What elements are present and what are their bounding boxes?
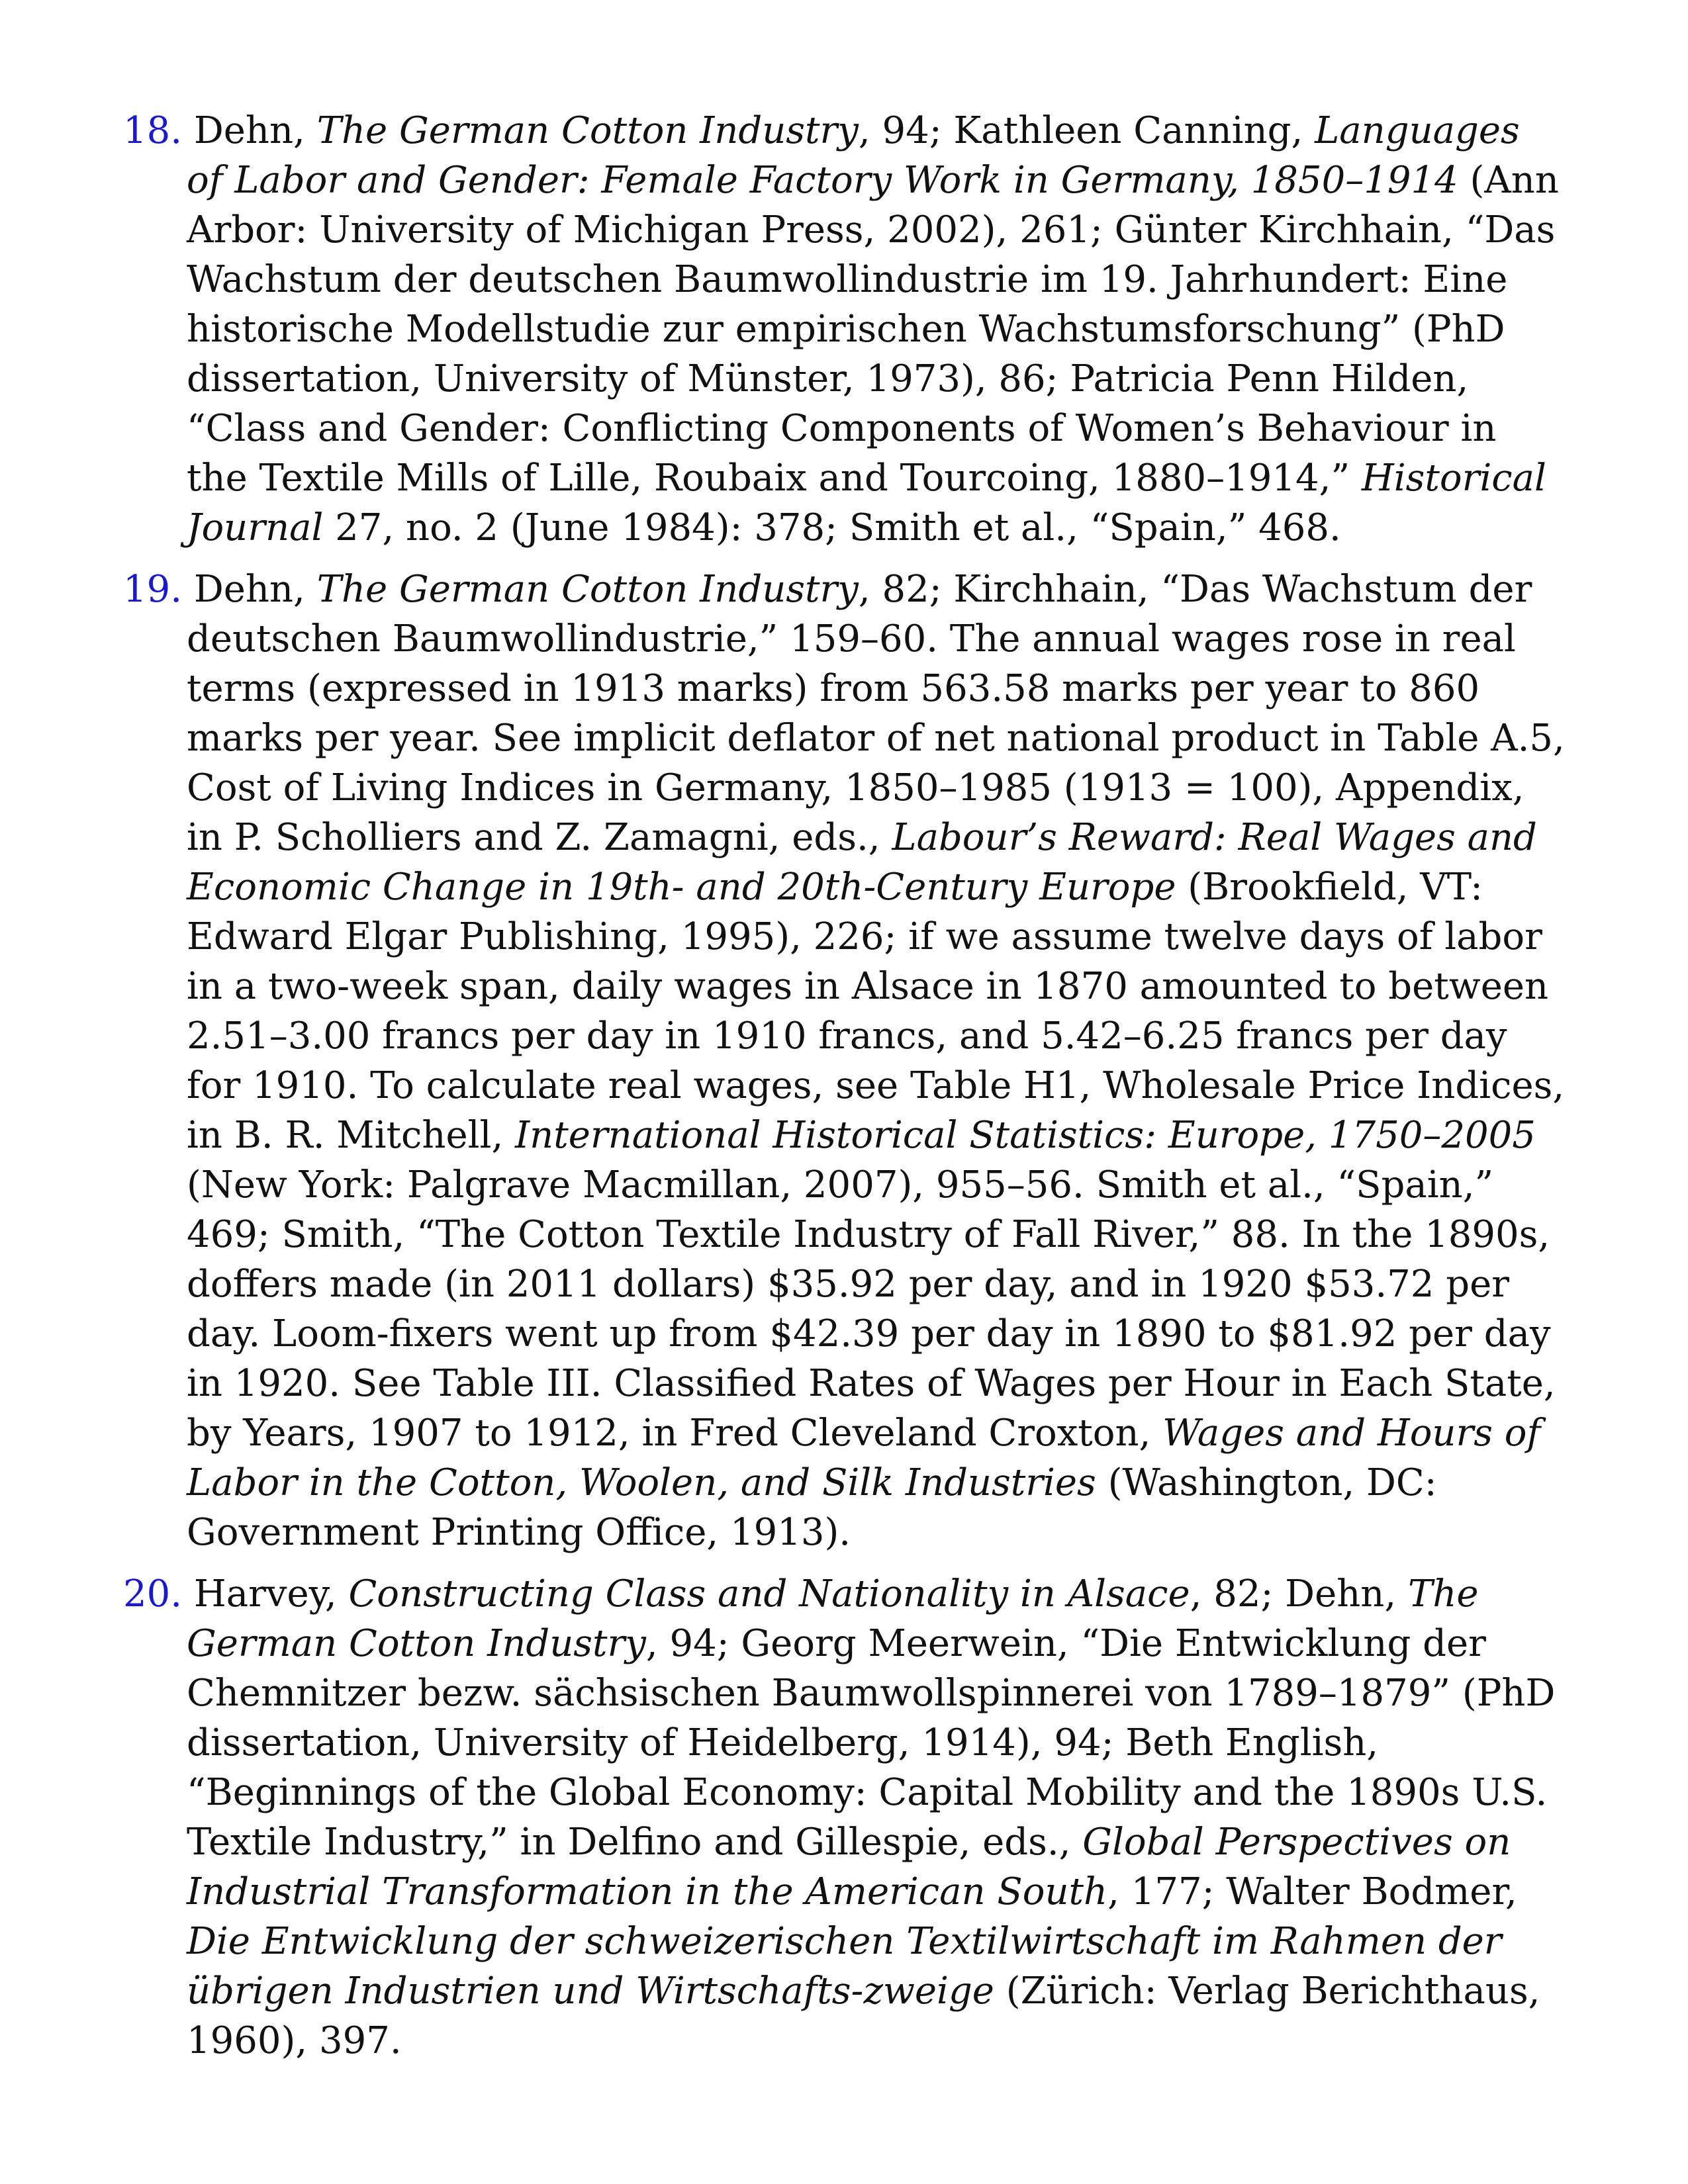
endnote-title: Constructing Class and Nationality in Alsace (348, 1572, 1190, 1615)
endnote-18 (123, 106, 1566, 553)
endnote-number-link[interactable]: 20. (123, 1572, 183, 1615)
endnote-title: Global Perspectives on Industrial Transformation in the American South (187, 1821, 1511, 1913)
endnote-text: (Washington, DC: Government Printing Office, 1913). (187, 1461, 1437, 1554)
endnote-19 (123, 565, 1566, 1557)
endnote-title: Languages of Labor and Gender: Female Factory Work in Germany, 1850–1914 (187, 109, 1520, 202)
endnote-text: (New York: Palgrave Macmillan, 2007), 955–56. Smith et al., “Spain,” 469; Smith, “The Cotton Textile Industry of Fall River,” 88. In the 1890s, doffers made (in 2011 dollars) $35.92 per day, and in 1920 $53.72 per day. Loom-fixers went up from $42.39 per day in 1890 to $81.92 per day in 1920. See Table III. Classified Rates of Wages per Hour in Each State, by Years, 1907 to 1912, in Fred Cleveland Croxton, (187, 1163, 1556, 1455)
endnote-text: Dehn, (182, 568, 317, 611)
endnote-text: , 94; Kathleen Canning, (858, 109, 1315, 152)
endnote-title: Labour’s Reward: Real Wages and Economic Change in 19th- and 20th-Century Europe (187, 816, 1537, 909)
endnote-title: Historical Journal (187, 457, 1546, 549)
endnote-text: Harvey, (182, 1572, 349, 1615)
endnote-title: International Historical Statistics: Europe, 1750–2005 (515, 1114, 1536, 1157)
endnote-number-link[interactable]: 18. (123, 109, 183, 152)
endnote-text: Dehn, (182, 109, 317, 152)
endnote-text: (Ann Arbor: University of Michigan Press, 2002), 261; Günter Kirchhain, “Das Wachstum der deutschen Baumwollindustrie im 19. Jahrhundert: Eine historische Modellstudie zur empirischen Wachstumsforschung” (PhD dissertation, University of Münster, 1973), 86; Patricia Penn Hilden, “Class and Gender: Conflicting Components of Women’s Behaviour in the Textile Mills of Lille, Roubaix and Tourcoing, 1880–1914,” (187, 159, 1559, 500)
endnote-20 (123, 1569, 1566, 2066)
endnote-title: Die Entwicklung der schweizerischen Textilwirtschaft im Rahmen der übrigen Industrien und Wirtschafts-zweige (187, 1920, 1502, 2013)
endnote-title: The German Cotton Industry (187, 1572, 1479, 1665)
endnote-text: , 94; Georg Meerwein, “Die Entwicklung der Chemnitzer bezw. sächsischen Baumwollspinnerei von 1789–1879” (PhD dissertation, University of Heidelberg, 1914), 94; Beth English, “Beginnings of the Global Economy: Capital Mobility and the 1890s U.S. Textile Industry,” in Delfino and Gillespie, eds., (187, 1622, 1556, 1864)
endnote-text: (Zürich: Verlag Berichthaus, 1960), 397. (187, 1970, 1540, 2062)
endnote-text: , 177; Walter Bodmer, (1107, 1870, 1517, 1913)
endnote-title: The German Cotton Industry (316, 109, 859, 152)
endnote-text: , 82; Dehn, (1190, 1572, 1408, 1615)
endnote-text: 27, no. 2 (June 1984): 378; Smith et al., “Spain,” 468. (323, 506, 1341, 549)
endnote-title: Wages and Hours of Labor in the Cotton, Woolen, and Silk Industries (187, 1412, 1541, 1504)
endnote-number-link[interactable]: 19. (123, 568, 183, 611)
endnote-text: (Brookfield, VT: Edward Elgar Publishing, 1995), 226; if we assume twelve days of labor in a two-week span, daily wages in Alsace in 1870 amounted to between 2.51–3.00 francs per day in 1910 francs, and 5.42–6.25 francs per day for 1910. To calculate real wages, see Table H1, Wholesale Price Indices, in B. R. Mitchell, (187, 866, 1565, 1157)
endnote-text: , 82; Kirchhain, “Das Wachstum der deutschen Baumwollindustrie,” 159–60. The annual wages rose in real terms (expressed in 1913 marks) from 563.58 marks per year to 860 marks per year. See implicit deflator of net national product in Table A.5, Cost of Living Indices in Germany, 1850–1985 (1913 = 100), Appendix, in P. Scholliers and Z. Zamagni, eds., (187, 568, 1565, 859)
endnotes-page (123, 106, 1566, 2077)
endnote-title: The German Cotton Industry (316, 568, 859, 611)
